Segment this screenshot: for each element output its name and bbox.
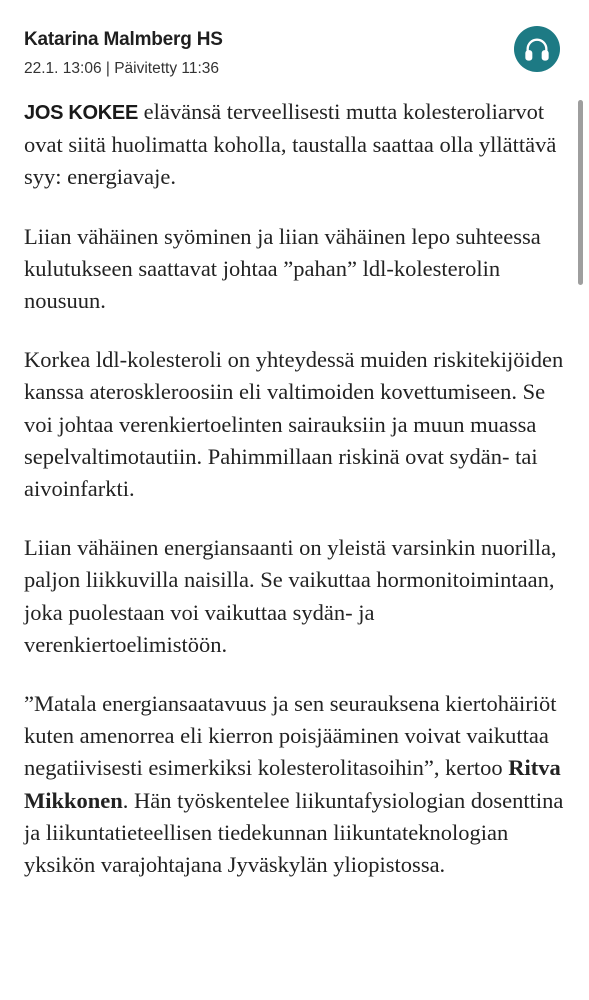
paragraph-1 xyxy=(24,96,564,194)
article-header xyxy=(24,28,565,88)
listen-button[interactable] xyxy=(514,26,560,72)
paragraph-4: Liian vähäinen energiansaanti on yleistä varsinkin nuorilla, paljon liikkuvilla naisilla. Se vaikuttaa hormonitoimintaan, joka puolestaan voi vaikuttaa sydän- ja verenkiertoelimistöön. xyxy=(24,535,557,657)
paragraph-2: Liian vähäinen syöminen ja liian vähäinen lepo suhteessa kulutukseen saattavat johtaa ”pahan” ldl-kolesterolin nousuun. xyxy=(24,223,541,314)
paragraph-5 xyxy=(24,688,564,881)
author-name[interactable]: Katarina Malmberg HS xyxy=(24,29,223,50)
quote-text: ”Matala energiansaatavuus ja sen seurauksena kiertohäiriöt kuten amenorrea eli kierron poisjääminen voivat vaikuttaa negatiivisesti esimerkiksi kolesterolitasoihin”, kertoo xyxy=(24,691,557,781)
person-name: Ritva Mikkonen xyxy=(24,755,561,813)
paragraph-text: elävänsä terveellisesti mutta kolesteroliarvot ovat siitä huolimatta koholla, taustalla saattaa olla yllättävä syy: energiavaje. xyxy=(24,99,557,190)
publish-meta: 22.1. 13:06 | Päivitetty 11:36 xyxy=(24,60,220,77)
paragraph-3: Korkea ldl-kolesteroli on yhteydessä muiden riskitekijöiden kanssa ateroskleroosiin eli valtimoiden kovettumiseen. Se voi johtaa verenkiertoelinten sairauksiin ja muun muassa sepelvaltimotautiin. Pahimmillaan riskinä ovat sydän- tai aivoinfarkti. xyxy=(24,347,564,502)
headphones-icon xyxy=(523,35,551,63)
lead-words: JOS KOKEE xyxy=(24,102,138,124)
article-body xyxy=(24,96,564,908)
scrollbar-thumb[interactable] xyxy=(578,100,583,285)
paragraph-text: . Hän työskentelee liikuntafysiologian dosenttina ja liikuntatieteellisen tiedekunnan liikuntateknologian yksikön varajohtajana Jyväskylän yliopistossa. xyxy=(24,787,564,878)
